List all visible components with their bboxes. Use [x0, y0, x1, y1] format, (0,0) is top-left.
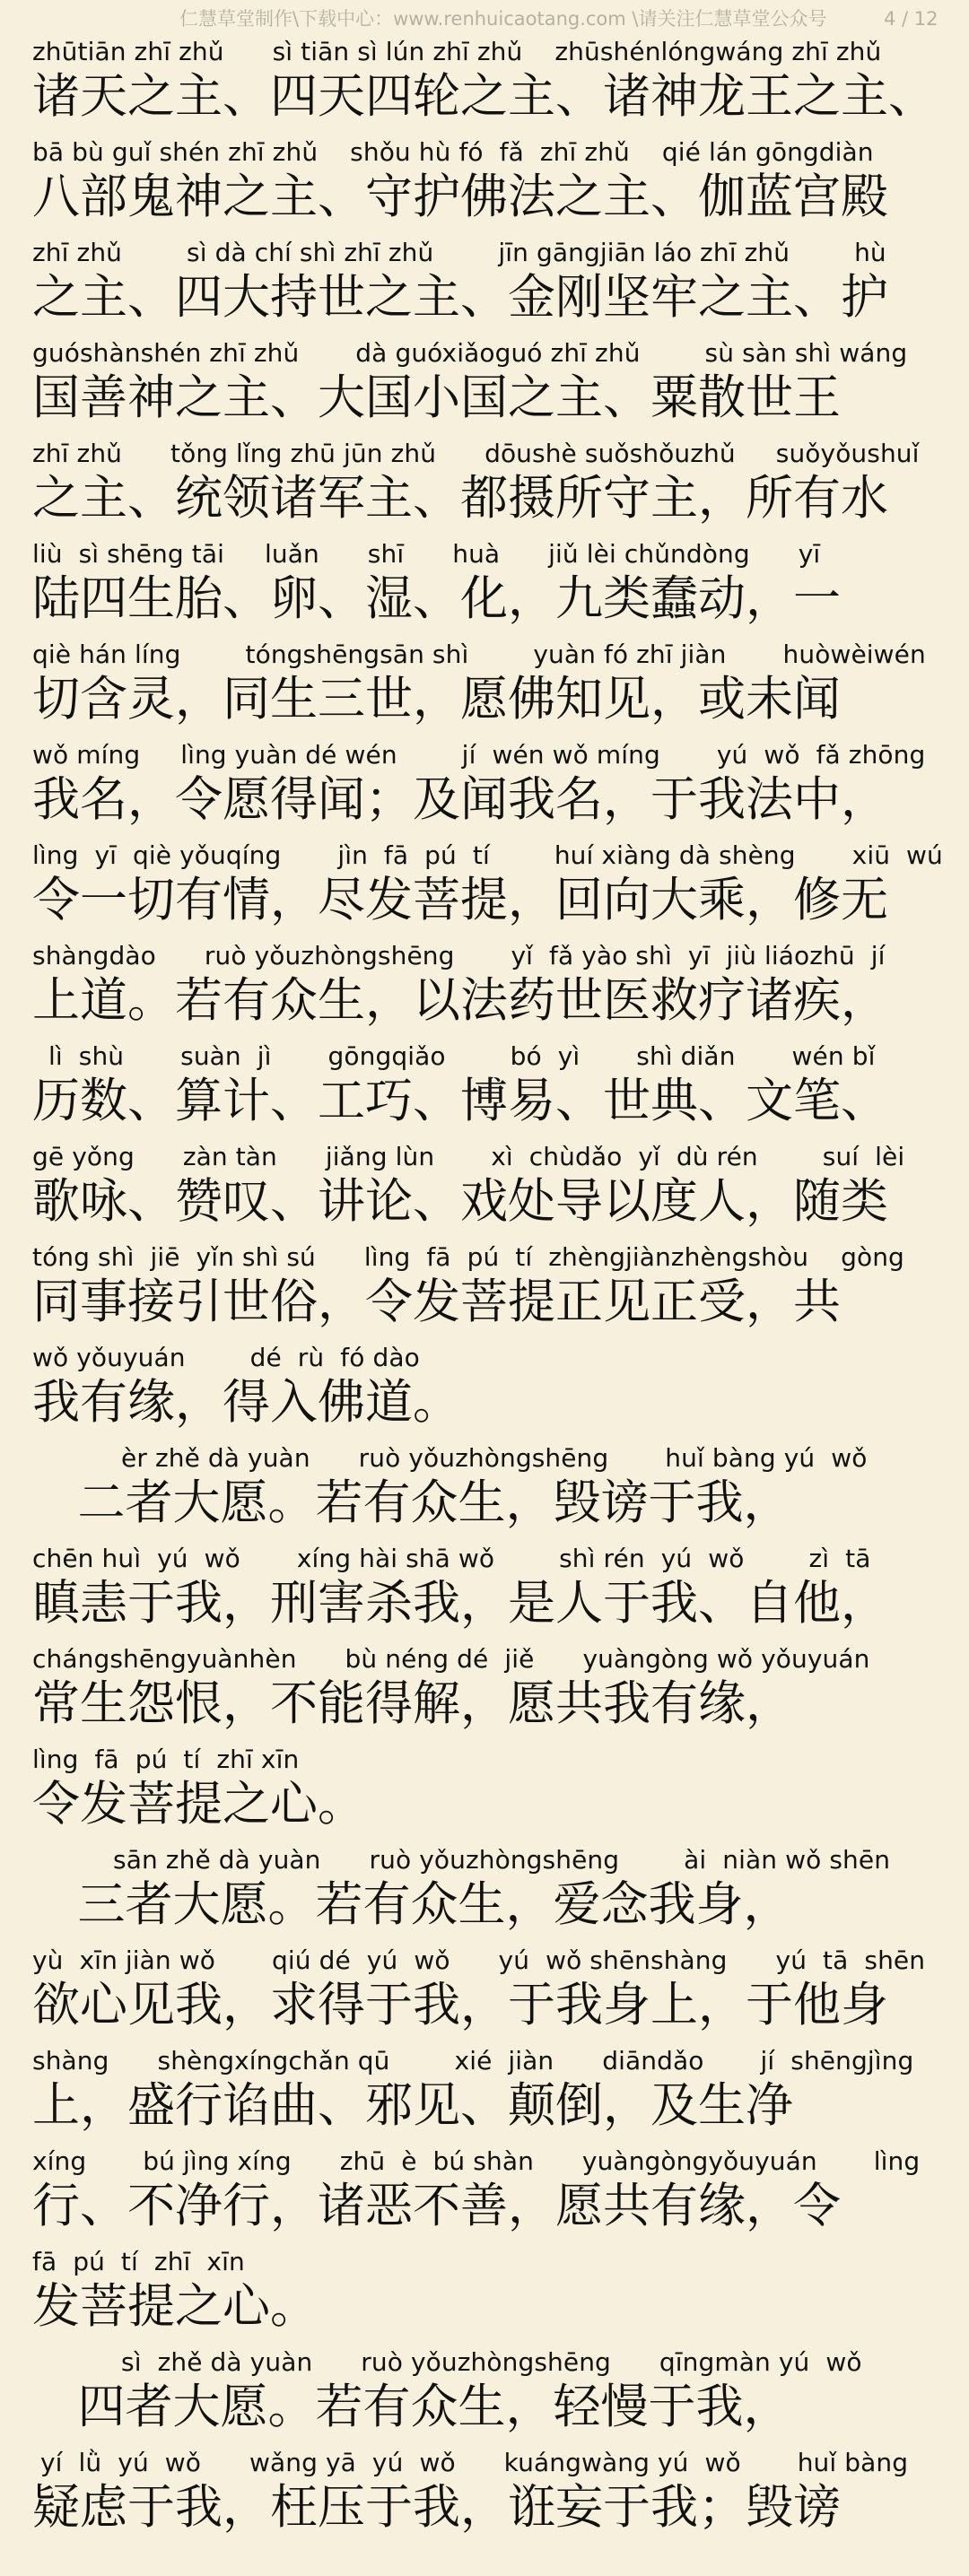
hanzi-line: 切含灵，同生三世，愿佛知见，或未闻 [32, 672, 841, 727]
verse-line [32, 2441, 938, 2542]
pinyin-line: gē yǒng zàn tàn jiǎng lùn xì chùdǎo yǐ dù rén suí lèi [32, 1142, 905, 1171]
hanzi-line: 令一切有情，尽发菩提，回向大乘，修无 [32, 873, 888, 927]
pinyin-line: xíng bú jìng xíng zhū è bú shàn yuàngòngyǒuyuán lìng [32, 2146, 921, 2176]
hanzi-line: 八部鬼神之主、守护佛法之主、伽蓝宫殿 [32, 170, 888, 224]
hanzi-line: 疑虑于我，枉压于我，诳妄于我；毁谤 [32, 2480, 841, 2535]
verse-line [32, 2040, 938, 2140]
pinyin-line: zhūtiān zhī zhǔ sì tiān sì lún zhī zhǔ zhūshénlóngwáng zhī zhǔ [32, 37, 882, 66]
hanzi-line: 我有缘，得入佛道。 [32, 1375, 460, 1430]
hanzi-line: 行、不净行，诸恶不善，愿共有缘，令 [32, 2179, 841, 2233]
hanzi-line: 我名，令愿得闻；及闻我名，于我法中， [32, 772, 888, 827]
pinyin-line: lìng fā pú tí zhī xīn [32, 1745, 300, 1774]
pinyin-line: yí lǜ yú wǒ wǎng yā yú wǒ kuángwàng yú wǒ huǐ bàng [32, 2448, 909, 2477]
hanzi-line: 上道。若有众生，以法药世医救疗诸疾， [32, 973, 888, 1028]
verse-line [32, 633, 938, 734]
verse-line [32, 1638, 938, 1738]
scripture-text [32, 30, 943, 2542]
verse-line [32, 2241, 938, 2341]
hanzi-line: 之主、统领诸军主、都摄所守主，所有水 [32, 471, 888, 526]
verse-line [32, 834, 943, 935]
verse-line [32, 30, 938, 131]
hanzi-line: 陆四生胎、卵、湿、化，九类蠢动，一 [32, 571, 841, 626]
verse-line [32, 1236, 938, 1336]
verse-line [32, 1437, 938, 1537]
verse-line [32, 734, 938, 834]
hanzi-line: 诸天之主、四天四轮之主、诸神龙王之主、 [32, 69, 936, 124]
hanzi-line: 常生怨恨，不能得解，愿共我有缘， [32, 1676, 793, 1731]
verse-line [32, 1336, 938, 1437]
verse-line [32, 432, 938, 533]
hanzi-line: 发菩提之心。 [32, 2279, 318, 2334]
pinyin-line: lì shù suàn jì gōngqiǎo bó yì shì diǎn wén bǐ [32, 1041, 876, 1071]
pinyin-line: liù sì shēng tāi luǎn shī huà jiǔ lèi chǔndòng yī [32, 539, 821, 569]
pinyin-line: èr zhě dà yuàn ruò yǒuzhòngshēng huǐ bàng yú wǒ [32, 1443, 868, 1473]
pinyin-line: zhī zhǔ sì dà chí shì zhī zhǔ jīn gāngjiān láo zhī zhǔ hù [32, 238, 886, 267]
pinyin-line: sān zhě dà yuàn ruò yǒuzhòngshēng ài niàn wǒ shēn [32, 1845, 891, 1875]
pinyin-line: sì zhě dà yuàn ruò yǒuzhòngshēng qīngmàn yú wǒ [32, 2347, 862, 2377]
pinyin-line: wǒ yǒuyuán dé rù fó dào [32, 1343, 420, 1372]
pinyin-line: zhī zhǔ tǒng lǐng zhū jūn zhǔ dōushè suǒshǒuzhǔ suǒyǒushuǐ [32, 439, 920, 468]
hanzi-line: 同事接引世俗，令发菩提正见正受，共 [32, 1275, 841, 1329]
verse-line [32, 1738, 938, 1839]
hanzi-line: 之主、四大持世之主、金刚坚牢之主、护 [32, 270, 888, 325]
header-text: 仁慧草堂制作\下载中心：www.renhuicaotang.com \请关注仁慧草堂公众号 [179, 8, 827, 30]
pinyin-line: tóng shì jiē yǐn shì sú lìng fā pú tí zhèngjiànzhèngshòu gòng [32, 1242, 904, 1272]
verse-line [32, 2341, 938, 2441]
verse-line [32, 332, 938, 432]
hanzi-line: 国善神之主、大国小国之主、粟散世王 [32, 370, 841, 425]
verse-line [32, 533, 938, 633]
pinyin-line: wǒ míng lìng yuàn dé wén jí wén wǒ míng yú wǒ fǎ zhōng [32, 740, 926, 770]
hanzi-line: 历数、算计、工巧、博易、世典、文笔、 [32, 1074, 888, 1128]
hanzi-line: 瞋恚于我，刑害杀我，是人于我、自他， [32, 1576, 888, 1631]
verse-line [32, 935, 938, 1035]
hanzi-line: 四者大愿。若有众生，轻慢于我， [32, 2380, 791, 2434]
hanzi-line: 令发菩提之心。 [32, 1777, 365, 1832]
verse-line [32, 1136, 938, 1236]
verse-line [32, 1035, 938, 1136]
pinyin-line: lìng yī qiè yǒuqíng jìn fā pú tí huí xiàng dà shèng xiū wú [32, 840, 943, 870]
pinyin-line: shàngdào ruò yǒuzhòngshēng yǐ fǎ yào shì yī jiù liáozhū jí [32, 941, 886, 970]
verse-line [32, 2140, 938, 2241]
pinyin-line: chángshēngyuànhèn bù néng dé jiě yuàngòng wǒ yǒuyuán [32, 1644, 870, 1674]
hanzi-line: 上，盛行谄曲、邪见、颠倒，及生净 [32, 2078, 793, 2133]
pinyin-line: yù xīn jiàn wǒ qiú dé yú wǒ yú wǒ shēnshàng yú tā shēn [32, 1945, 926, 1975]
verse-line [32, 131, 938, 231]
hanzi-line: 三者大愿。若有众生，爱念我身， [32, 1877, 791, 1932]
verse-line [32, 1839, 938, 1939]
verse-line [32, 231, 938, 332]
pinyin-line: qiè hán líng tóngshēngsān shì yuàn fó zhī jiàn huòwèiwén [32, 640, 926, 669]
pinyin-line: chēn huì yú wǒ xíng hài shā wǒ shì rén yú wǒ zì tā [32, 1544, 871, 1573]
verse-line [32, 1939, 938, 2040]
pinyin-line: shàng shèngxíngchǎn qū xié jiàn diāndǎo jí shēngjìng [32, 2046, 914, 2076]
pinyin-line: guóshànshén zhī zhǔ dà guóxiǎoguó zhī zhǔ sù sàn shì wáng [32, 338, 908, 368]
hanzi-line: 二者大愿。若有众生，毁谤于我， [32, 1475, 791, 1530]
page-number: 4 / 12 [884, 8, 938, 30]
pinyin-line: fā pú tí zhī xīn [32, 2247, 245, 2276]
hanzi-line: 歌咏、赞叹、讲论、戏处导以度人，随类 [32, 1174, 888, 1229]
pinyin-line: bā bù guǐ shén zhī zhǔ shǒu hù fó fǎ zhī zhǔ qié lán gōngdiàn [32, 137, 874, 167]
hanzi-line: 欲心见我，求得于我，于我身上，于他身 [32, 1978, 888, 2032]
verse-line [32, 1537, 938, 1638]
